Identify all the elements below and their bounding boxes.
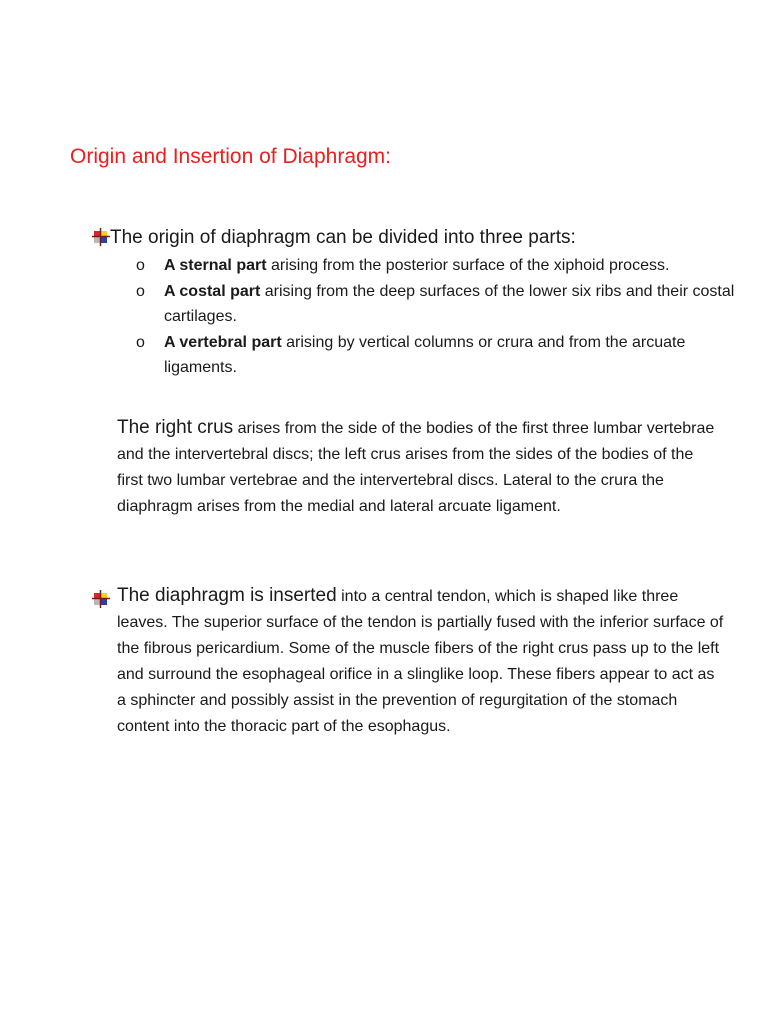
origin-bullet-line <box>92 225 732 250</box>
list-item <box>136 330 736 381</box>
crus-text: arises from the side of the bodies of the first three lumbar vertebrae and the intervertebral discs; the left crus arises from the sides of the bodies of the first two lumbar vertebrae and the intervertebral discs. Lateral to the crura the diaphragm arises from the medial and lateral arcuate ligament. <box>117 420 715 515</box>
origin-parts-list <box>136 253 736 381</box>
quad-color-square-icon <box>92 590 110 608</box>
crus-lead: The right crus <box>117 417 234 438</box>
part-name: A costal part <box>164 282 261 300</box>
list-item <box>136 279 736 330</box>
list-item <box>136 253 736 279</box>
part-description: arising from the deep surfaces of the lower six ribs and their costal cartilages. <box>164 282 735 325</box>
origin-bullet <box>92 225 732 250</box>
quad-color-square-icon <box>92 228 110 246</box>
list-marker: o <box>136 282 145 300</box>
insertion-paragraph <box>117 583 727 740</box>
origin-intro-text: The origin of diaphragm can be divided into three parts: <box>110 227 576 248</box>
insertion-lead: The diaphragm is inserted <box>117 585 337 606</box>
part-description: arising by vertical columns or crura and from the arcuate ligaments. <box>164 333 686 376</box>
crus-paragraph <box>117 415 717 520</box>
page-title: Origin and Insertion of Diaphragm: <box>70 145 391 168</box>
part-name: A vertebral part <box>164 333 282 351</box>
list-marker: o <box>136 333 145 351</box>
part-description: arising from the posterior surface of the xiphoid process. <box>266 257 670 274</box>
insertion-text: into a central tendon, which is shaped like three leaves. The superior surface of the tendon is partially fused with the inferior surface of the fibrous pericardium. Some of the muscle fibers of the right crus pass up to the left and surround the esophageal orifice in a slinglike loop. These fibers appear to act as a sphincter and possibly assist in the prevention of regurgitation of the stomach content into the thoracic part of the esophagus. <box>117 588 724 735</box>
part-name: A sternal part <box>164 257 267 274</box>
list-marker: o <box>136 257 145 274</box>
